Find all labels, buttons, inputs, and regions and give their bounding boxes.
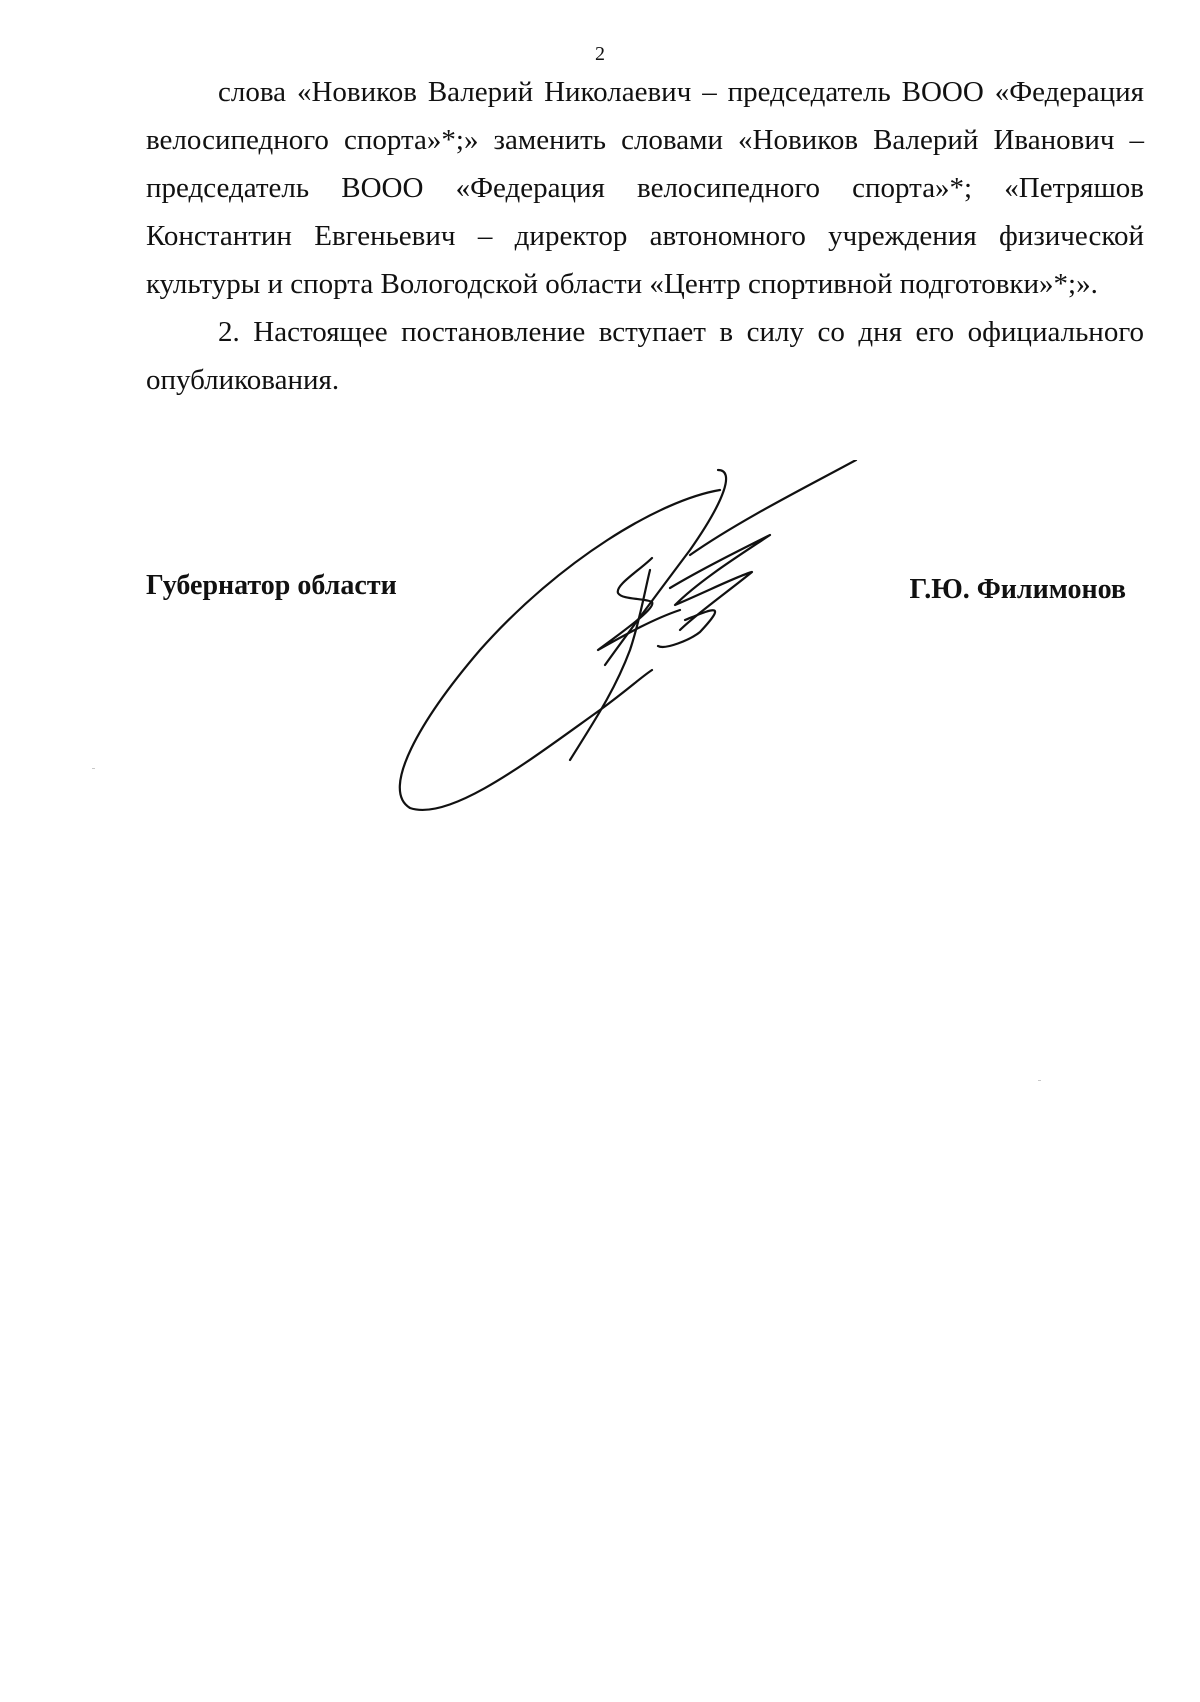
signer-position: Губернатор области — [146, 570, 397, 601]
document-body — [146, 68, 1144, 404]
paragraph-amendment: слова «Новиков Валерий Николаевич – председатель ВООО «Федерация велосипедного спорта»*;» заменить словами «Новиков Валерий Иванович – председатель ВООО «Федерация велосипедного спорта»*; «Петряшов Константин Евгеньевич – директор автономного учреждения физической культуры и спорта Вологодской области «Центр спортивной подготовки»*;». — [146, 76, 1144, 300]
handwritten-signature — [390, 460, 950, 850]
paragraph-effective-date: 2. Настоящее постановление вступает в силу со дня его официального опубликования. — [146, 316, 1144, 396]
signer-name: Г.Ю. Филимонов — [909, 574, 1126, 605]
signature-zigzag-stroke — [598, 558, 680, 650]
page-number: 2 — [595, 43, 605, 65]
signature-loop-stroke — [400, 490, 720, 810]
signature-right-stroke-1 — [670, 535, 770, 630]
signature-tail-stroke — [690, 460, 856, 555]
scan-speck — [1038, 1080, 1041, 1081]
scan-speck — [92, 768, 95, 769]
